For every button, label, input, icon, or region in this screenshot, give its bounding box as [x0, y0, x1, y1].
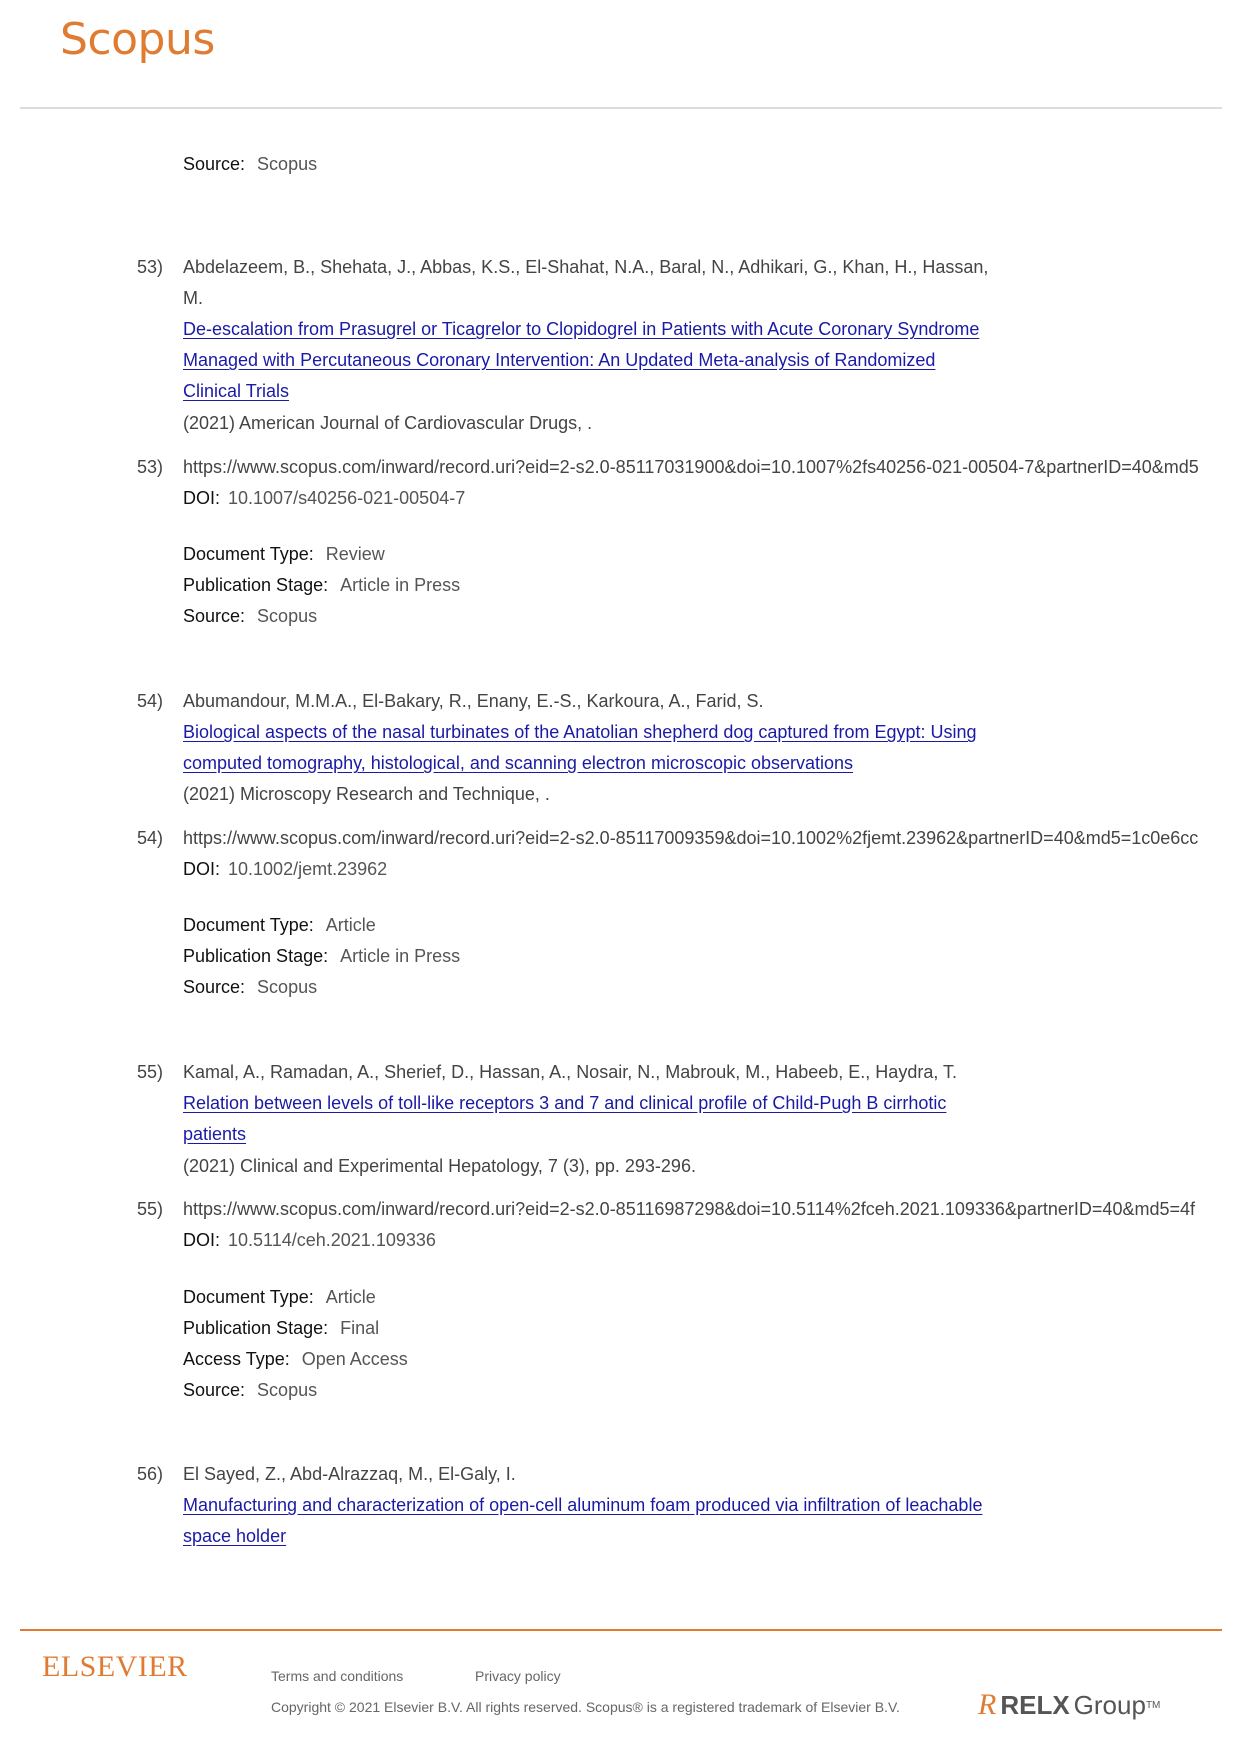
- record-title-link[interactable]: patients: [183, 1124, 247, 1144]
- field-label: Publication Stage:: [183, 946, 329, 966]
- field-label: Source:: [183, 606, 246, 626]
- field-label: Document Type:: [183, 915, 314, 935]
- field-label: Source:: [183, 977, 246, 997]
- footer-divider: [20, 1629, 1222, 1631]
- field-value: Scopus: [257, 606, 318, 626]
- relx-group-text: Group: [1073, 1689, 1146, 1720]
- field-label: Access Type:: [183, 1349, 290, 1369]
- field-label: Publication Stage:: [183, 1318, 329, 1338]
- field-label: DOI:: [183, 1230, 221, 1250]
- field-value: Open Access: [301, 1349, 408, 1369]
- relx-mark-icon: R: [978, 1688, 997, 1721]
- record-number: 54): [137, 691, 164, 711]
- field-value: Article in Press: [340, 575, 461, 595]
- scopus-logo[interactable]: Scopus: [60, 14, 215, 65]
- record-number: 55): [137, 1199, 164, 1219]
- relx-group-logo[interactable]: [978, 1688, 1160, 1722]
- record-number: 55): [137, 1062, 164, 1082]
- field-value: Review: [325, 544, 385, 564]
- field-value: 10.1002/jemt.23962: [228, 859, 388, 879]
- field-value: Article: [325, 915, 376, 935]
- field-value: Article: [325, 1287, 376, 1307]
- record-title-link[interactable]: Clinical Trials: [183, 381, 290, 401]
- field-value: Scopus: [257, 977, 318, 997]
- relx-wordmark: RELX: [1000, 1689, 1070, 1720]
- page-header: [0, 0, 1241, 110]
- field-label: Document Type:: [183, 544, 314, 564]
- field-value: 10.5114/ceh.2021.109336: [228, 1230, 436, 1250]
- field-value: Final: [340, 1318, 380, 1338]
- record-number: 53): [137, 257, 164, 277]
- field-label: Publication Stage:: [183, 575, 329, 595]
- record-title-link[interactable]: computed tomography, histological, and scanning electron microscopic observations: [183, 753, 854, 773]
- header-divider: [20, 107, 1222, 109]
- record-title-link[interactable]: Managed with Percutaneous Coronary Intervention: An Updated Meta-analysis of Randomized: [183, 350, 936, 370]
- field-value: 10.1007/s40256-021-00504-7: [228, 488, 466, 508]
- elsevier-logo[interactable]: ELSEVIER: [42, 1650, 188, 1683]
- record-title-link[interactable]: De-escalation from Prasugrel or Ticagrelor to Clopidogrel in Patients with Acute Coronary Syndrome: [183, 319, 980, 339]
- field-label: Source:: [183, 1380, 246, 1400]
- terms-link[interactable]: Terms and conditions: [271, 1668, 404, 1684]
- privacy-link[interactable]: Privacy policy: [475, 1668, 561, 1684]
- record-title-link[interactable]: Relation between levels of toll-like receptors 3 and 7 and clinical profile of Child-Pugh B cirrhotic: [183, 1093, 947, 1113]
- field-value: Scopus: [257, 154, 318, 174]
- record-number: 54): [137, 828, 164, 848]
- record-url-text: https://www.scopus.com/inward/record.uri?eid=2-s2.0-85117031900&doi=10.1007%2fs40256-021-00504-7&partnerID=40&md5: [183, 457, 1199, 477]
- record-title-link[interactable]: Biological aspects of the nasal turbinates of the Anatolian shepherd dog captured from Egypt: Using: [183, 722, 977, 742]
- record-number: 56): [137, 1464, 164, 1484]
- field-label: Document Type:: [183, 1287, 314, 1307]
- record-url-text: https://www.scopus.com/inward/record.uri?eid=2-s2.0-85116987298&doi=10.5114%2fceh.2021.109336&partnerID=40&md5=4f: [183, 1199, 1195, 1219]
- field-value: Article in Press: [340, 946, 461, 966]
- record-title-link[interactable]: space holder: [183, 1526, 287, 1546]
- field-label: DOI:: [183, 488, 221, 508]
- trademark-symbol: TM: [1145, 1699, 1161, 1711]
- field-label: DOI:: [183, 859, 221, 879]
- record-number: 53): [137, 457, 164, 477]
- copyright-text: Copyright © 2021 Elsevier B.V. All rights reserved. Scopus® is a registered trademark of Elsevier B.V.: [271, 1699, 900, 1715]
- record-url-text: https://www.scopus.com/inward/record.uri?eid=2-s2.0-85117009359&doi=10.1002%2fjemt.23962&partnerID=40&md5=1c0e6cc: [183, 828, 1199, 848]
- field-value: Scopus: [257, 1380, 318, 1400]
- record-title-link[interactable]: Manufacturing and characterization of open-cell aluminum foam produced via infiltration of leachable: [183, 1495, 983, 1515]
- field-label: Source:: [183, 154, 246, 174]
